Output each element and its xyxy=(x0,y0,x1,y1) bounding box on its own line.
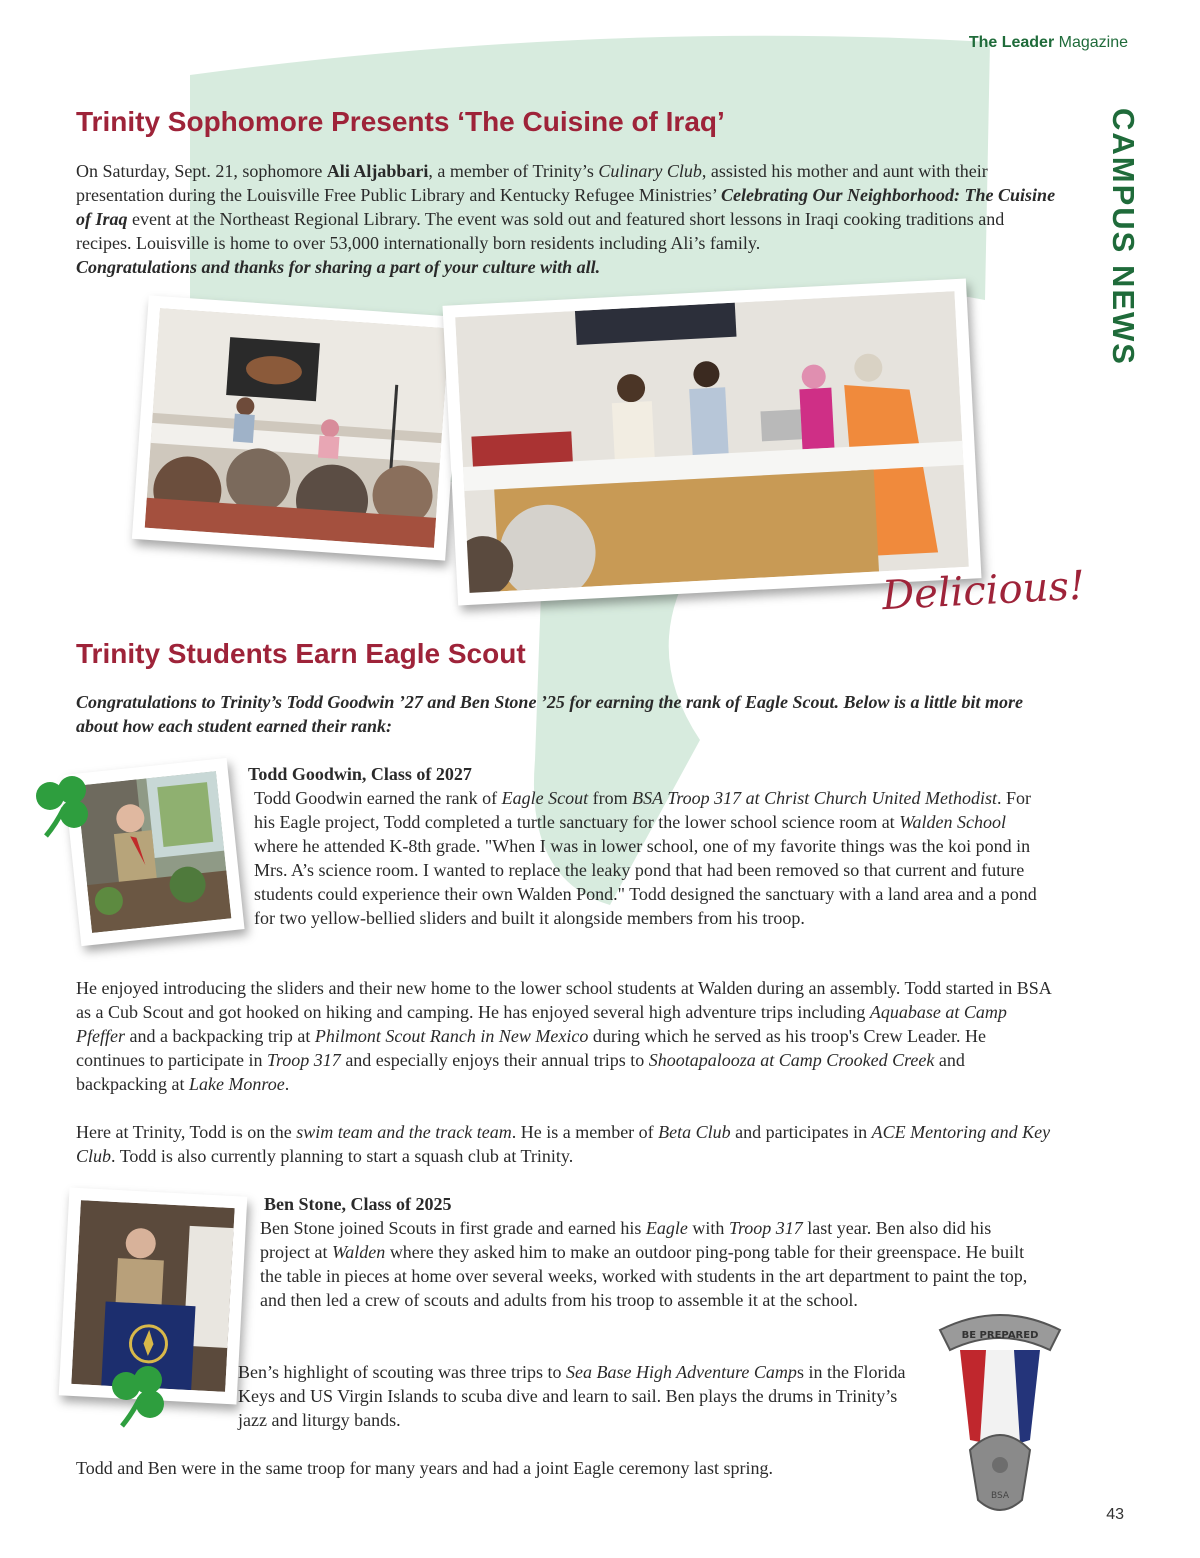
cooking-photo-presenters xyxy=(443,278,982,605)
medal-motto: BE PREPARED xyxy=(961,1330,1039,1341)
article-title-eagle: Trinity Students Earn Eagle Scout xyxy=(76,638,526,669)
eagle-intro: Congratulations to Trinity’s Todd Goodwin ’27 and Ben Stone ’25 for earning the rank of Eagle Scout. Below is a little bit more about how each student earned their rank: xyxy=(76,692,1023,736)
ben-heading: Ben Stone, Class of 2025 xyxy=(264,1194,452,1214)
section-label xyxy=(1101,108,1141,366)
photo-caption-delicious: Delicious! xyxy=(880,562,1087,620)
closing-line: Congratulations and thanks for sharing a part of your culture with all. xyxy=(76,257,601,277)
article-body-iraq: On Saturday, Sept. 21, sophomore Ali Aljabbari, a member of Trinity’s Culinary Club, assisted his mother and aunt with their presentation during the Louisville Free Public Library and Kentucky Refugee Ministries’ Celebrating Our Neighborhood: The Cuisine of Iraq event at the Northeast Regional Library. The event was sold out and featured short lessons in Iraqi cooking traditions and recipes. Louisville is home to over 53,000 internationally born residents including Ali’s family. Congratulations and thanks for sharing a part of your culture with all. xyxy=(76,159,1061,279)
todd-paragraph-2: He enjoyed introducing the sliders and their new home to the lower school students at Walden during an assembly. Todd started in BSA as a Cub Scout and got hooked on hiking and camping. He has enjoyed several high adventure trips including Aquabase at Camp Pfeffer and a backpacking trip at Philmont Scout Ranch in New Mexico during which he served as his troop's Crew Leader. He continues to participate in Troop 317 and especially enjoys their annual trips to Shootapalooza at Camp Crooked Creek and backpacking at Lake Monroe. xyxy=(76,978,1051,1094)
shamrock-icon xyxy=(28,772,98,842)
ben-section xyxy=(248,1192,1038,1312)
todd-paragraph-3: Here at Trinity, Todd is on the swim team and the track team. He is a member of Beta Club and participates in ACE Mentoring and Key Club. Todd is also currently planning to start a squash club at Trinity. xyxy=(76,1122,1051,1166)
todd-heading: Todd Goodwin, Class of 2027 xyxy=(248,764,472,784)
eagle-scout-medal xyxy=(930,1300,1070,1520)
section-label-text: CAMPUS NEWS xyxy=(1106,108,1141,366)
ben-paragraph-1: Ben Stone joined Scouts in first grade and earned his Eagle with Troop 317 last year. Ben also did his project at Walden where they asked him to make an outdoor ping-pong table for their greenspace. He built the table in pieces at home over several weeks, worked with students in the art department to paint the top, and then led a crew of scouts and adults from his troop to assemble it at the school. xyxy=(260,1218,1028,1310)
shamrock-icon xyxy=(104,1362,174,1432)
masthead-brand: The Leader xyxy=(968,34,1055,51)
todd-paragraph-1: Todd Goodwin earned the rank of Eagle Scout from BSA Troop 317 at Christ Church United Methodist. For his Eagle project, Todd completed a turtle sanctuary for the lower school science room at Walden School where he attended K-8th grade. "When I was in lower school, one of my favorite things was the koi pond in Mrs. A’s science room. I wanted to replace the leaky pond that had been removed so that current and future students could experience their own Walden Pond." Todd designed the sanctuary with a land area and a pond for two yellow-bellied sliders and built it alongside members from his troop. xyxy=(254,788,1037,928)
cooking-photo-audience xyxy=(132,295,462,560)
event-name: Celebrating Our Neighborhood: The Cuisine of Iraq xyxy=(76,185,1056,229)
page-number: 43 xyxy=(1106,1506,1124,1523)
ben-paragraph-2: Ben’s highlight of scouting was three trips to Sea Base High Adventure Camps in the Florida Keys and US Virgin Islands to scuba dive and learn to sail. Ben plays the drums in Trinity’s jazz and liturgy bands. xyxy=(238,1362,906,1430)
closing-paragraph: Todd and Ben were in the same troop for many years and had a joint Eagle ceremony last spring. xyxy=(76,1458,774,1478)
medal-letters: BSA xyxy=(990,1491,1010,1501)
magazine-masthead xyxy=(969,34,1128,52)
todd-section xyxy=(248,762,1048,930)
article-title-iraq: Trinity Sophomore Presents ‘The Cuisine of Iraq’ xyxy=(76,106,725,137)
student-name: Ali Aljabbari xyxy=(326,161,429,181)
masthead-suffix: Magazine xyxy=(1058,34,1128,51)
